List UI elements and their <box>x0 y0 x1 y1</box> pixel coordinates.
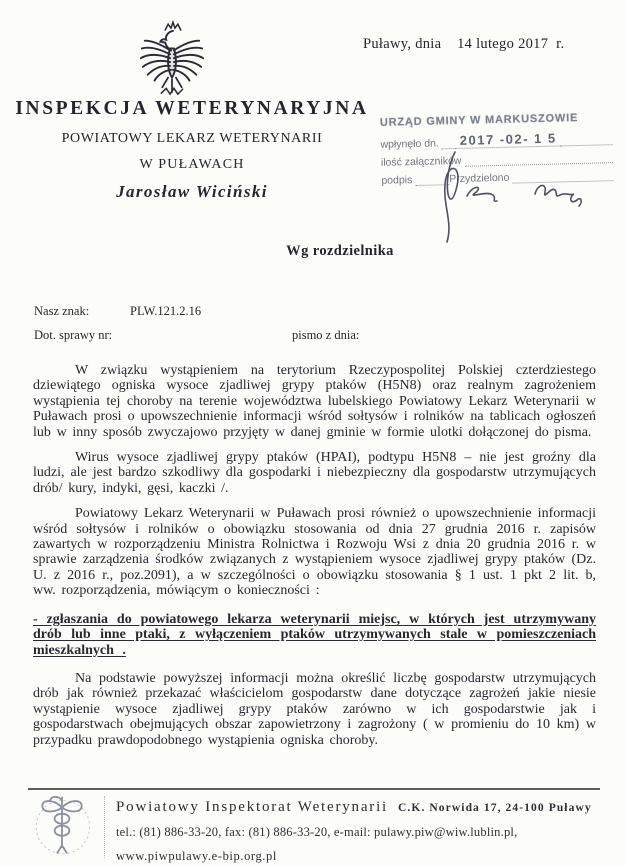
office-name: POWIATOWY LEKARZ WETERYNARII <box>61 131 323 146</box>
paragraph-obligation-bold: - zgłaszania do powiatowego lekarza weterynarii miejsc, w których jest utrzymywany drób lub inne ptaki, z wyłączeniem ptaków utrzymywanych stale w pomieszczeniach mieszkalnych . <box>33 611 596 658</box>
veterinary-caduceus-icon <box>28 792 96 862</box>
stamp-received-label: wpłynęło dn. <box>380 137 440 151</box>
stamp-received-date: 2017 -02- 1 5 <box>456 130 561 149</box>
letter-date-label: pismo z dnia: <box>292 328 360 342</box>
stamp-received-row <box>380 129 612 151</box>
footer-divider <box>28 788 600 790</box>
stamp-office-name: URZĄD GMINY W MARKUSZOWIE <box>379 112 579 129</box>
polish-eagle-emblem-icon <box>138 20 206 108</box>
case-no-label: Dot. sprawy nr: <box>34 328 113 342</box>
footer-website: www.piwpulawy.e-bip.org.pl <box>116 849 277 863</box>
stamp-dots <box>415 173 449 186</box>
stamp-attachments-label: ilość załączników <box>380 154 462 169</box>
footer-org-name: Powiatowy Inspektorat Weterynarii <box>116 799 389 815</box>
stamp-signature-label: podpis <box>381 174 413 187</box>
addressee-line: Wg rozdzielnika <box>286 243 394 259</box>
our-ref-value: PLW.121.2.16 <box>130 304 202 318</box>
stamp-dots <box>464 151 613 167</box>
paragraph-3: Powiatowy Lekarz Weterynarii w Puławach prosi również o upowszechnienie informacji wśród sołtysów i rolników o obowiązku stosowania od dnia 27 grudnia 2016 r. zapisów zawartych w rozporządzeniu Ministra Rolnictwa i Rozwoju Wsi z dnia 20 grudnia 2016 r. w sprawie zarządzenia środków związanych z wystąpieniem wysoce zjadliwej grypy ptaków (Dz. U. z 2016 r., poz.2091), a w szczególności o obowiązku stosowania § 1 ust. 1 pkt 2 lit. b, ww. rozporządzenia, mówiącym o konieczności : <box>33 506 596 599</box>
letterhead <box>12 98 372 202</box>
stamp-dots <box>561 133 613 146</box>
footer-address: C.K. Norwida 17, 24-100 Puławy <box>398 802 592 814</box>
footer-contact-block <box>116 798 616 864</box>
stamp-signature-row <box>381 169 613 187</box>
stamp-attachments-row <box>381 151 613 169</box>
footer-phone-email: tel.: (81) 886-33-20, fax: (81) 886-33-20, e-mail: pulawy.piw@wiw.lublin.pl, <box>116 825 518 839</box>
footer-org-line <box>116 798 616 816</box>
our-ref-label: Nasz znak: <box>34 304 90 318</box>
paragraph-5: Na podstawie powyższej informacji można określić liczbę gospodarstw utrzymujących drób jak również przekazać właścicielom gospodarstw dane dotyczące zagrożeń jakie niesie wystąpienie wysoce zjadliwej grypy ptaków zarówno w ich gospodarstwie jak i gospodarstwach obejmujących obszar zapowietrzony i zagrożony ( w promieniu do 10 km) w przypadku prawdopodobnego wystąpienia ogniska choroby. <box>33 670 596 748</box>
stamp-assigned-label: Przydzielono <box>449 171 510 186</box>
stamp-dots <box>442 137 456 149</box>
inspection-title: INSPEKCJA WETERYNARYJNA <box>15 98 369 119</box>
office-city: W PUŁAWACH <box>139 157 245 172</box>
signer-name: Jarosław Wiciński <box>116 182 268 201</box>
paragraph-2: Wirus wysoce zjadliwej grypy ptaków (HPAI), podtypu H5N8 – nie jest groźny dla ludzi, ale jest bardzo szkodliwy dla gospodarki i niebezpieczny dla gospodarstw utrzymujących drób/ kury, indyki, gęsi, kaczki /. <box>33 450 596 496</box>
paragraph-1: W związku wystąpieniem na terytorium Rzeczypospolitej Polskiej czterdziestego dziewiątego ogniska wysoce zjadliwej grypy ptaków (H5N8) oraz realnym zagrożeniem wystąpienia tej choroby na terenie województwa lubelskiego Powiatowy Lekarz Weterynarii w Puławach prosi o upowszechnienie informacji wśród sołtysów i rolników na tablicach ogłoszeń lub w inny sposób zwyczajowo przyjęty w danej gminie w formie ulotki dołączonej do pisma. <box>33 363 596 440</box>
stamp-dots <box>512 169 613 183</box>
footer-separator <box>104 796 105 858</box>
letter-date: Puławy, dnia 14 lutego 2017 r. <box>363 36 565 52</box>
received-stamp <box>380 111 614 217</box>
letter-body <box>33 363 596 758</box>
